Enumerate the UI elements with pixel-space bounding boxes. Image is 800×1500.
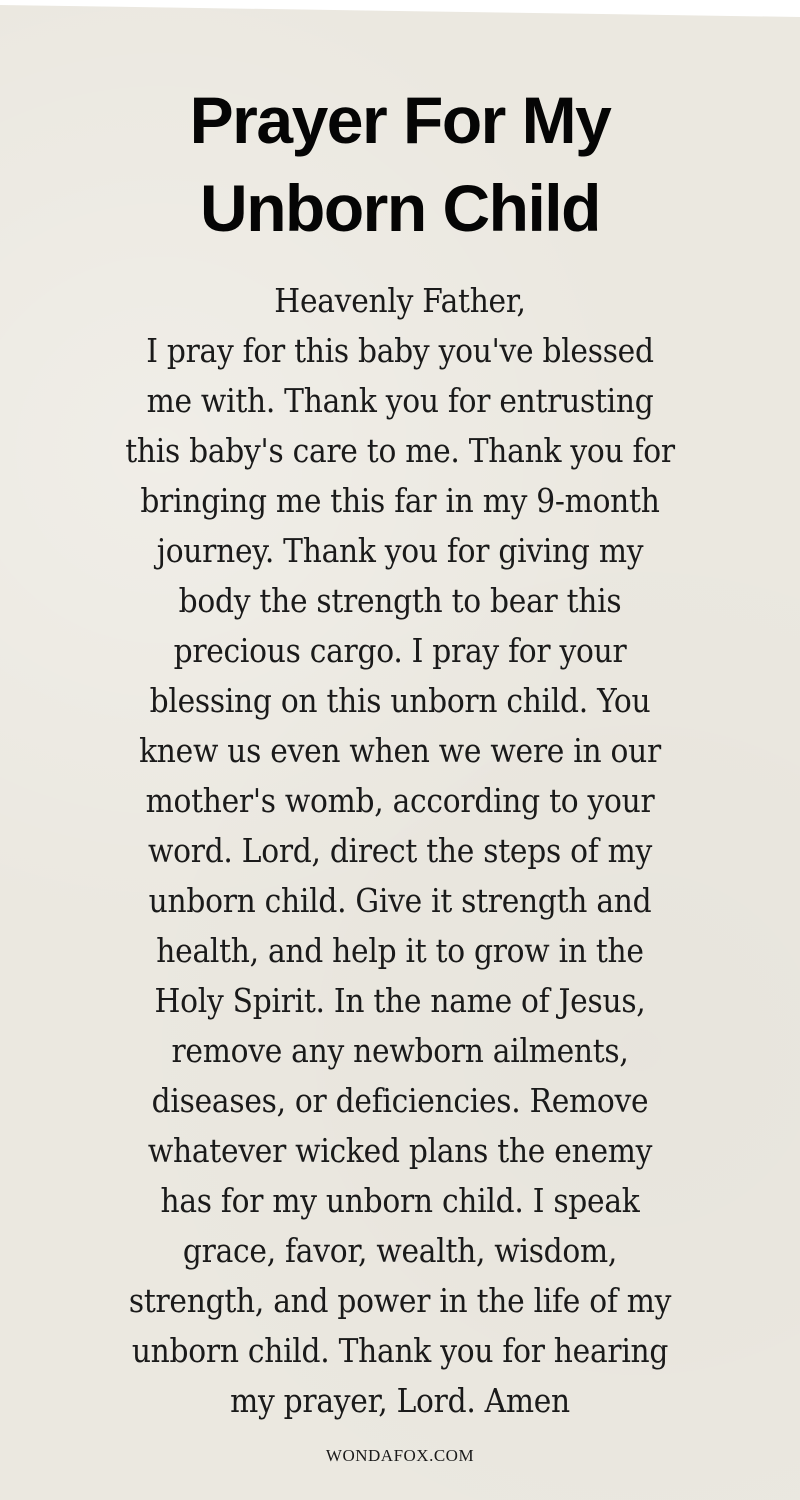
prayer-line: body the strength to bear this (178, 581, 622, 620)
prayer-line: has for my unborn child. I speak (160, 1181, 640, 1220)
prayer-line: knew us even when we were in our (139, 731, 661, 770)
prayer-line: I pray for this baby you've blessed (146, 331, 654, 370)
prayer-line: precious cargo. I pray for your (173, 631, 627, 670)
title-line-1: Prayer For My (189, 83, 611, 157)
prayer-line: me with. Thank you for entrusting (146, 381, 654, 420)
prayer-line: my prayer, Lord. Amen (230, 1381, 570, 1420)
prayer-line: bringing me this far in my 9-month (140, 481, 660, 520)
prayer-salutation: Heavenly Father, (274, 281, 526, 320)
prayer-line: unborn child. Thank you for hearing (131, 1331, 669, 1370)
prayer-line: this baby's care to me. Thank you for (125, 431, 675, 470)
prayer-line: journey. Thank you for giving my (156, 531, 644, 570)
prayer-line: unborn child. Give it strength and (148, 881, 652, 920)
prayer-line: diseases, or deficiencies. Remove (151, 1081, 649, 1120)
prayer-line: grace, favor, wealth, wisdom, (182, 1231, 618, 1270)
prayer-body (0, 276, 800, 1426)
prayer-line: mother's womb, according to your (145, 781, 655, 820)
prayer-line: blessing on this unborn child. You (149, 681, 651, 720)
prayer-line: whatever wicked plans the enemy (147, 1131, 653, 1170)
prayer-line: remove any newborn ailments, (171, 1031, 629, 1070)
site-watermark: WONDAFOX.COM (325, 1446, 475, 1465)
title-line-2: Unborn Child (200, 171, 600, 245)
prayer-line: health, and help it to grow in the (156, 931, 644, 970)
prayer-line: strength, and power in the life of my (128, 1281, 672, 1320)
prayer-line: Holy Spirit. In the name of Jesus, (154, 981, 646, 1020)
prayer-line: word. Lord, direct the steps of my (148, 831, 652, 870)
page-title (0, 76, 800, 252)
